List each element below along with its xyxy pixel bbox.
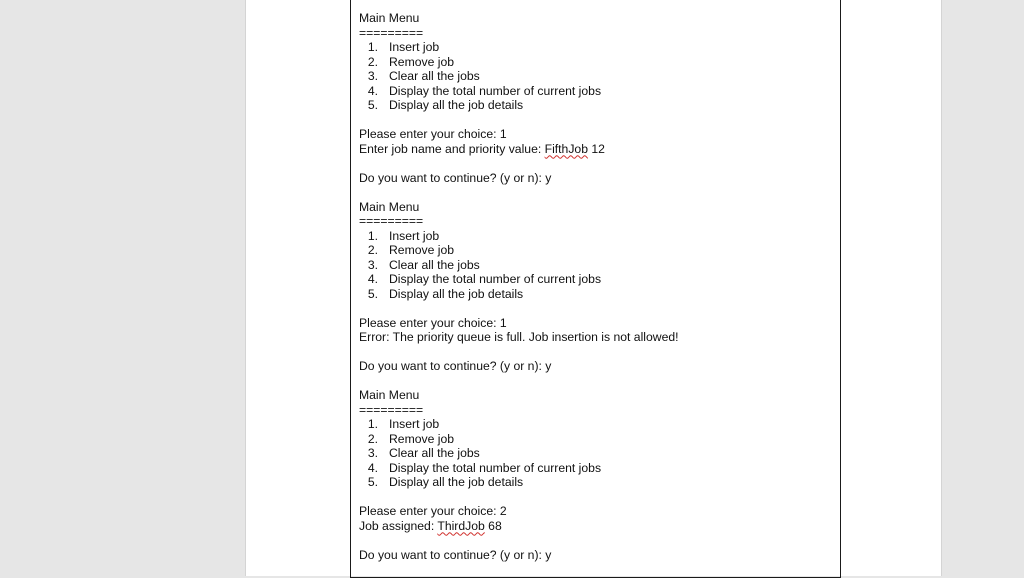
menu-title-underline: ========= — [359, 214, 424, 228]
blank-line — [359, 562, 840, 577]
result-value: 68 — [484, 518, 502, 533]
menu-option-label: Clear all the jobs — [389, 446, 480, 460]
blank-line — [359, 185, 840, 200]
choice-prompt: Please enter your choice: 1 — [359, 315, 507, 330]
menu-option — [359, 69, 840, 84]
menu-option-label: Display the total number of current jobs — [389, 83, 602, 98]
blank-line — [359, 345, 840, 360]
blank-line — [359, 533, 840, 548]
menu-option-label: Remove job — [389, 243, 455, 257]
continue-prompt: Do you want to continue? (y or n): y — [359, 547, 552, 562]
menu-option — [359, 461, 840, 476]
menu-option — [359, 417, 840, 432]
result-text: Job assigned: — [359, 518, 438, 533]
menu-title-underline: ========= — [359, 402, 424, 417]
menu-option-number: 3. — [367, 69, 378, 83]
menu-option-label: Insert job — [389, 40, 440, 54]
menu-option — [359, 287, 840, 302]
menu-title: Main Menu — [359, 199, 420, 214]
job-name-spellcheck: ThirdJob — [437, 518, 485, 533]
result-line — [359, 142, 840, 157]
menu-option — [359, 55, 840, 70]
blank-line — [359, 113, 840, 128]
menu-option — [359, 243, 840, 258]
blank-line — [359, 301, 840, 316]
menu-option — [359, 432, 840, 447]
document-page — [245, 0, 942, 576]
menu-option — [359, 98, 840, 113]
menu-option-number: 3. — [367, 257, 378, 272]
menu-option — [359, 40, 840, 55]
menu-option-number: 2. — [367, 54, 378, 69]
choice-prompt: Please enter your choice: 1 — [359, 127, 507, 141]
menu-option — [359, 258, 840, 273]
menu-option-label: Display all the job details — [389, 286, 524, 301]
choice-prompt: Please enter your choice: 2 — [359, 504, 507, 518]
menu-option — [359, 272, 840, 287]
menu-option-label: Clear all the jobs — [389, 69, 480, 83]
menu-option — [359, 475, 840, 490]
result-line — [359, 519, 840, 534]
result-line — [359, 330, 840, 345]
menu-option-number: 2. — [367, 243, 378, 257]
console-output-textbox[interactable] — [350, 0, 841, 578]
menu-options-list — [359, 229, 840, 302]
blank-line — [359, 490, 840, 505]
menu-option — [359, 446, 840, 461]
continue-prompt: Do you want to continue? (y or n): y — [359, 170, 552, 185]
menu-option — [359, 229, 840, 244]
menu-title: Main Menu — [359, 11, 420, 25]
menu-options-list — [359, 417, 840, 490]
menu-option-label: Display all the job details — [389, 475, 524, 489]
blank-line — [359, 156, 840, 171]
menu-option-label: Remove job — [389, 54, 455, 69]
menu-option-number: 5. — [367, 98, 378, 112]
menu-option-number: 1. — [367, 228, 378, 243]
menu-option-number: 4. — [367, 460, 378, 475]
job-name-spellcheck: FifthJob — [544, 141, 588, 156]
menu-option-number: 2. — [367, 431, 378, 446]
menu-option-label: Display the total number of current jobs — [389, 460, 602, 475]
menu-option-label: Remove job — [389, 431, 455, 446]
menu-option-label: Insert job — [389, 228, 440, 243]
result-value: 12 — [587, 141, 605, 156]
result-text: Error: The priority queue is full. Job insertion is not allowed! — [359, 330, 679, 344]
menu-option-number: 5. — [367, 475, 378, 489]
menu-option-number: 3. — [367, 446, 378, 460]
menu-option-number: 1. — [367, 417, 378, 431]
menu-option-label: Insert job — [389, 417, 440, 431]
continue-prompt: Do you want to continue? (y or n): y — [359, 359, 552, 373]
menu-option-label: Display the total number of current jobs — [389, 272, 602, 286]
menu-option-label: Clear all the jobs — [389, 257, 480, 272]
blank-line — [359, 374, 840, 389]
menu-options-list — [359, 40, 840, 113]
menu-title-underline: ========= — [359, 25, 424, 40]
menu-option-number: 4. — [367, 83, 378, 98]
menu-option — [359, 84, 840, 99]
menu-option-number: 4. — [367, 272, 378, 286]
menu-option-label: Display all the job details — [389, 98, 524, 112]
menu-option-number: 1. — [367, 40, 378, 54]
result-text: Enter job name and priority value: — [359, 141, 545, 156]
menu-option-number: 5. — [367, 286, 378, 301]
menu-title: Main Menu — [359, 388, 420, 402]
